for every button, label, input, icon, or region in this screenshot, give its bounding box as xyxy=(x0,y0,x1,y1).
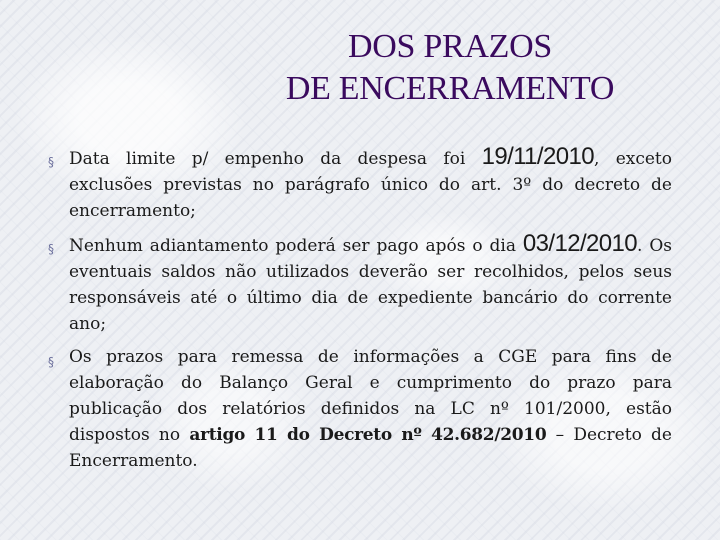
title-line-2: DE ENCERRAMENTO xyxy=(285,70,615,107)
bullet-1-date: 19/11/2010 xyxy=(481,143,594,170)
bullet-item-empenho xyxy=(48,144,672,224)
bullet-3-decree-ref: artigo 11 do Decreto nº 42.682/2010 xyxy=(189,425,547,445)
bullet-2-text: Nenhum adiantamento poderá ser pago após o dia xyxy=(69,236,523,256)
bullet-icon: § xyxy=(48,355,54,369)
title-line-1: DOS PRAZOS xyxy=(348,28,552,65)
bullet-list xyxy=(48,144,672,474)
bullet-icon: § xyxy=(48,242,54,256)
slide-title xyxy=(180,26,720,110)
bullet-item-prazos-cge xyxy=(48,344,672,474)
bullet-3-text: Os prazos para remessa de informações a CGE para fins de elaboração do Balanço Geral e cumprimento do prazo para publicação dos relatórios definidos na LC nº 101/2000, estão dispostos no xyxy=(69,347,672,445)
bullet-icon: § xyxy=(48,155,54,169)
bullet-3-text-end: – Decreto de Encerramento. xyxy=(69,425,672,471)
bullet-2-date: 03/12/2010 xyxy=(522,230,638,257)
bullet-2-text-end: . Os eventuais saldos não utilizados deverão ser recolhidos, pelos seus responsáveis até o último dia de expediente bancário do corrente ano; xyxy=(69,236,673,334)
bullet-1-text: Data limite p/ empenho da despesa foi xyxy=(69,149,482,169)
bullet-item-adiantamento xyxy=(48,231,672,337)
bullet-1-text-end: , exceto exclusões previstas no parágrafo único do art. 3º do decreto de encerramento; xyxy=(69,149,672,221)
